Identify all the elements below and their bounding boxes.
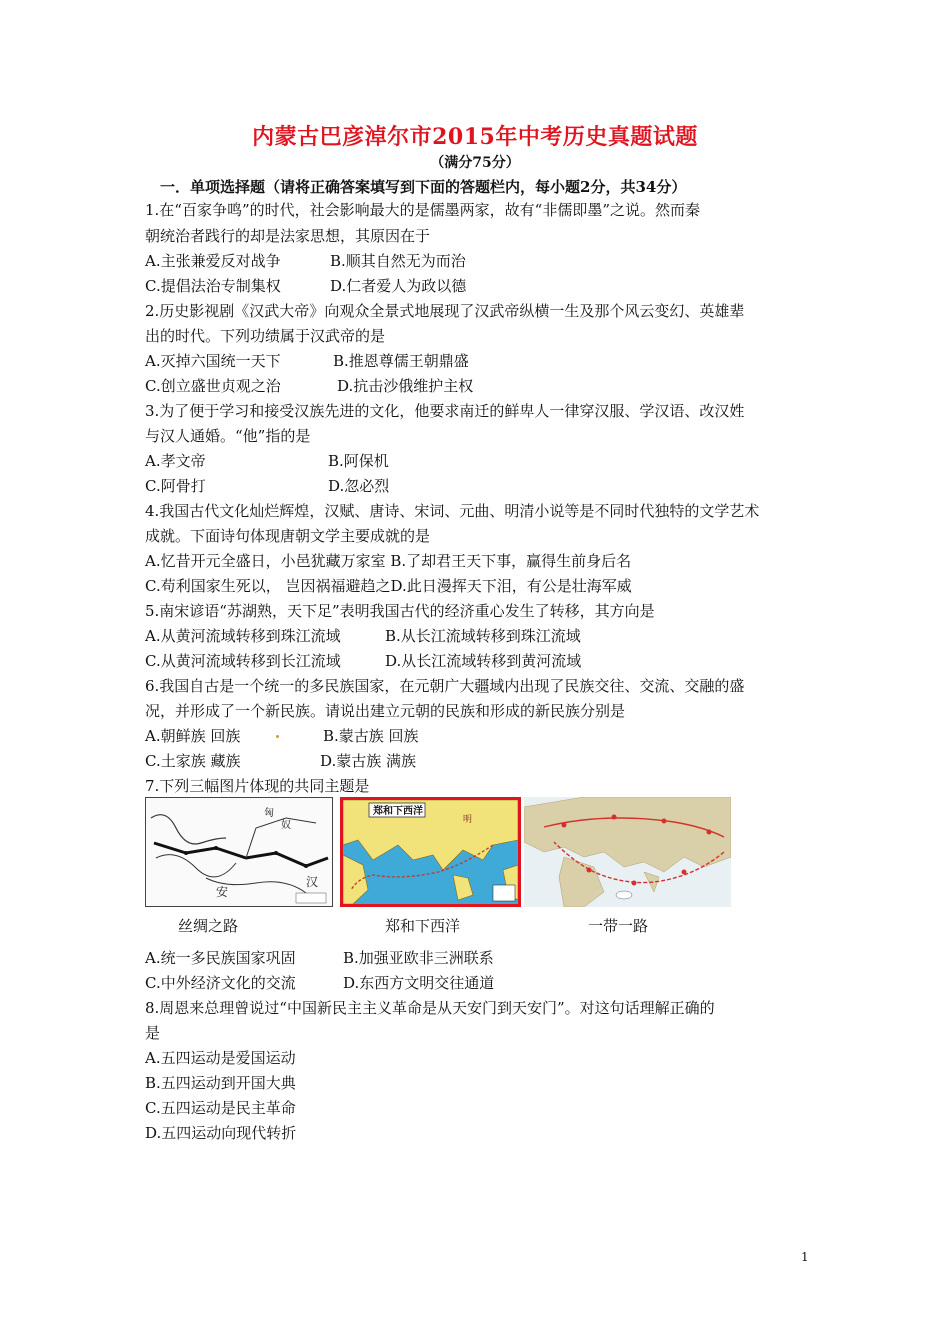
page-title: 内蒙古巴彦淖尔市2015年中考历史真题试题 — [252, 124, 698, 150]
q1-stem-line-1: 1.在“百家争鸣”的时代，社会影响最大的是儒墨两家，故有“非儒即墨”之说。然而秦 — [145, 201, 700, 219]
map1-label-3: 安 — [216, 885, 229, 899]
map1-caption: 丝绸之路 — [178, 917, 239, 935]
q2-stem-line-2: 出的时代。下列功绩属于汉武帝的是 — [145, 327, 386, 345]
q1-option-d: D.仁者爱人为政以德 — [330, 277, 467, 295]
q8-stem-line-1: 8.周恩来总理曾说过“中国新民主主义革命是从天安门到天安门”。对这句话理解正确的 — [145, 999, 715, 1017]
q4-options-ab: A.忆昔开元全盛日，小邑犹藏万家室 B.了却君王天下事，赢得生前身后名 — [145, 552, 632, 570]
q8-option-c: C.五四运动是民主革命 — [145, 1099, 296, 1117]
map1-label-1: 匈 — [264, 808, 274, 819]
q6-option-d: D.蒙古族 满族 — [320, 752, 417, 770]
map3-caption: 一带一路 — [588, 917, 649, 935]
q2-option-b: B.推恩尊儒王朝鼎盛 — [333, 352, 469, 370]
section-heading: 一．单项选择题（请将正确答案填写到下面的答题栏内，每小题2分，共34分） — [160, 178, 687, 196]
belt-and-road-map-image — [524, 797, 731, 907]
q6-option-c: C.土家族 藏族 — [145, 752, 241, 770]
q6-option-b: B.蒙古族 回族 — [323, 727, 419, 745]
q3-option-c: C.阿骨打 — [145, 477, 206, 495]
q3-stem-line-1: 3.为了便于学习和接受汉族先进的文化，他要求南迁的鲜卑人一律穿汉服、学汉语、改汉姓 — [145, 402, 745, 420]
map2-corner-label: 明 — [463, 815, 473, 825]
q5-option-d: D.从长江流域转移到黄河流域 — [385, 652, 582, 670]
map2-caption: 郑和下西洋 — [385, 917, 461, 935]
q2-option-a: A.灭掉六国统一天下 — [145, 352, 281, 370]
q7-option-c: C.中外经济文化的交流 — [145, 974, 296, 992]
q4-stem-line-1: 4.我国古代文化灿烂辉煌，汉赋、唐诗、宋词、元曲、明清小说等是不同时代独特的文学艺术 — [145, 502, 760, 520]
q6-stem-line-2: 况，并形成了一个新民族。请说出建立元朝的民族和形成的新民族分别是 — [145, 702, 626, 720]
zheng-he-voyage-map-image — [340, 797, 521, 907]
page-number: 1 — [801, 1250, 809, 1264]
q7-stem-line-1: 7.下列三幅图片体现的共同主题是 — [145, 777, 370, 795]
q3-option-a: A.孝文帝 — [145, 452, 206, 470]
map1-label-2: 奴 — [281, 820, 291, 831]
q2-stem-line-1: 2.历史影视剧《汉武大帝》向观众全景式地展现了汉武帝纵横一生及那个风云变幻、英雄辈 — [145, 302, 745, 320]
q4-stem-line-2: 成就。下面诗句体现唐朝文学主要成就的是 — [145, 527, 431, 545]
q1-option-b: B.顺其自然无为而治 — [330, 252, 466, 270]
q3-stem-line-2: 与汉人通婚。“他”指的是 — [145, 427, 311, 445]
q5-option-a: A.从黄河流域转移到珠江流域 — [145, 627, 341, 645]
q1-stem-line-2: 朝统治者践行的却是法家思想，其原因在于 — [145, 227, 431, 245]
map1-label-4: 汉 — [306, 875, 319, 889]
q7-option-a: A.统一多民族国家巩固 — [145, 949, 296, 967]
page-subtitle: （满分75分） — [430, 155, 520, 171]
q1-option-c: C.提倡法治专制集权 — [145, 277, 281, 295]
q8-stem-line-2: 是 — [145, 1024, 161, 1042]
silk-road-map-image — [145, 797, 333, 907]
q6-option-a: A.朝鲜族 回族 — [145, 727, 241, 745]
q5-option-c: C.从黄河流域转移到长江流域 — [145, 652, 341, 670]
q8-option-a: A.五四运动是爱国运动 — [145, 1049, 296, 1067]
q3-option-d: D.忽必烈 — [328, 477, 390, 495]
q7-option-b: B.加强亚欧非三洲联系 — [343, 949, 494, 967]
q3-option-b: B.阿保机 — [328, 452, 389, 470]
q4-options-cd: C.苟利国家生死以， 岂因祸福避趋之D.此日漫挥天下泪，有公是壮海军威 — [145, 577, 632, 595]
q8-option-d: D.五四运动向现代转折 — [145, 1124, 297, 1142]
map2-banner: 郑和下西洋 — [373, 806, 423, 817]
q8-option-b: B.五四运动到开国大典 — [145, 1074, 296, 1092]
q5-stem-line-1: 5.南宋谚语“苏湖熟，天下足”表明我国古代的经济重心发生了转移，其方向是 — [145, 602, 655, 620]
q5-option-b: B.从长江流域转移到珠江流域 — [385, 627, 581, 645]
q2-option-d: D.抗击沙俄维护主权 — [337, 377, 474, 395]
q6-stem-line-1: 6.我国自古是一个统一的多民族国家，在元朝广大疆域内出现了民族交往、交流、交融的盛 — [145, 677, 745, 695]
q1-option-a: A.主张兼爱反对战争 — [145, 252, 281, 270]
q7-option-d: D.东西方文明交往通道 — [343, 974, 495, 992]
stray-dot — [276, 735, 279, 738]
q2-option-c: C.创立盛世贞观之治 — [145, 377, 281, 395]
